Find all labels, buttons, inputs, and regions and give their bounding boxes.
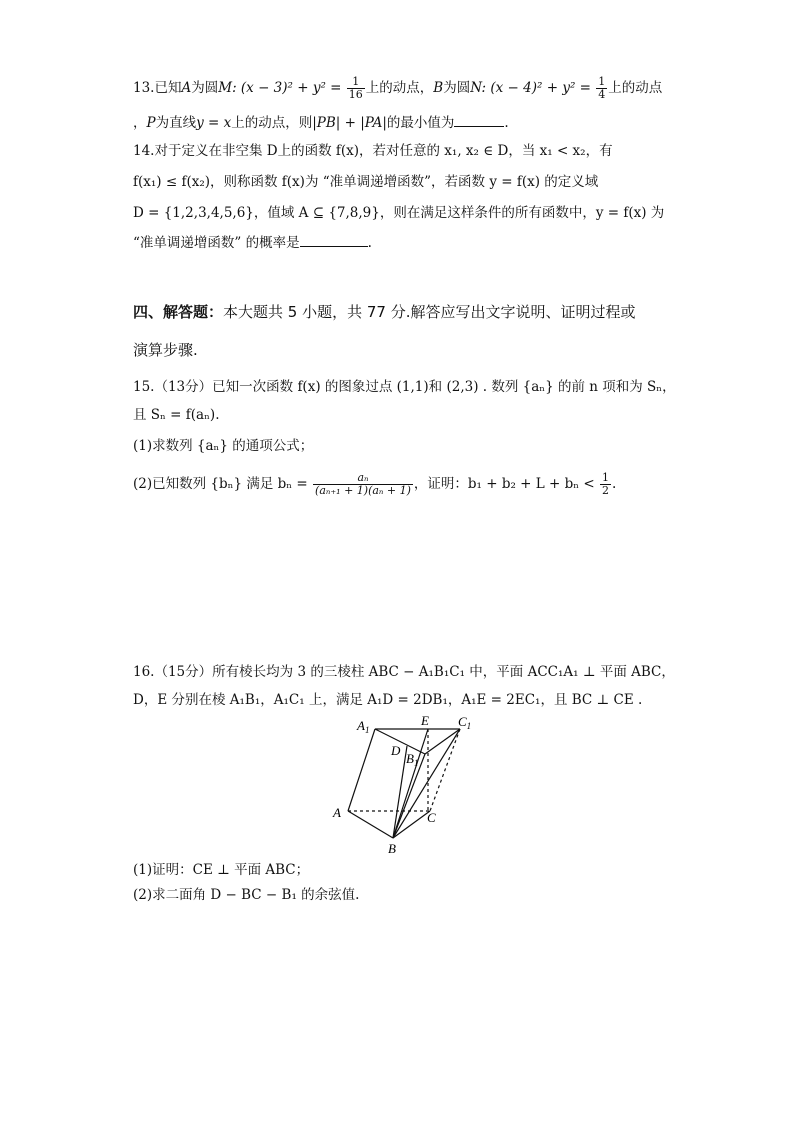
q15-part1: (1)求数列 {aₙ} 的通项公式；	[133, 438, 314, 454]
fraction-1-16: $\frac{1}{16}$	[348, 75, 363, 101]
label-C: C	[427, 810, 436, 825]
label-A: A	[333, 805, 341, 820]
q16-line1: 16.（15分）所有棱长均为 3 的三棱柱 ABC − A₁B₁C₁ 中，平面 ACC₁A₁ ⊥ 平面 ABC，	[133, 664, 675, 680]
label-D: D	[391, 743, 401, 758]
q14-line1: 14.对于定义在非空集 D上的函数 f(x)，若对任意的 x₁, x₂ ∈ D，当 x₁ < x₂，有	[133, 143, 613, 159]
fraction-1-2: $\frac{1}{2}$	[602, 471, 610, 497]
q13-line2: ，P为直线y = x上的动点，则|PB| + |PA|的最小值为 .	[133, 115, 509, 131]
label-E: E	[421, 713, 429, 728]
fraction-1-4: $\frac{1}{4}$	[598, 75, 606, 101]
label-C1: $C_1$	[458, 714, 472, 731]
edge-B1C1	[425, 729, 460, 754]
q16-part1: (1)证明：CE ⊥ 平面 ABC；	[133, 862, 310, 878]
q14-line2: f(x₁) ≤ f(x₂)，则称函数 f(x)为 “准单调递增函数”，若函数 y = f(x) 的定义域	[133, 174, 599, 190]
edge-B1B	[393, 754, 425, 838]
q16-line2: D，E 分别在棱 A₁B₁，A₁C₁ 上，满足 A₁D = 2DB₁，A₁E = 2EC₁，且 BC ⊥ CE .	[133, 692, 643, 708]
fraction-bn: $\frac{\text{aₙ}}{\text{(aₙ₊₁ + 1)(aₙ + 1)}}$	[315, 471, 411, 497]
q15-line2: 且 Sₙ = f(aₙ).	[133, 407, 220, 423]
section-heading-cont: 演算步骤.	[133, 341, 198, 359]
q15-part2: (2)已知数列 {bₙ} 满足 bₙ = $\frac{\text{aₙ}}{\text{(aₙ₊₁ + 1)(aₙ + 1)}}$ ，证明：b₁ + b₂ + L + bₙ < $\frac{1}{2}$ .	[133, 471, 617, 497]
q13-line1: 13.已知A为圆M: (x − 3)² + y² = $\frac{1}{16}$ 上的动点，B为圆N: (x − 4)² + y² = $\frac{1}{4}$ 上的动点	[133, 75, 663, 101]
q14-line4: “准单调递增函数” 的概率是 .	[133, 235, 372, 251]
edge-DB	[393, 746, 407, 838]
section-heading: 四、解答题：本大题共 5 小题，共 77 分.解答应写出文字说明、证明过程或	[133, 303, 636, 321]
q14-line3: D = {1,2,3,4,5,6}，值域 A ⊆ {7,8,9}，则在满足这样条件的所有函数中，y = f(x) 为	[133, 205, 665, 221]
q13-number: 13.	[133, 80, 155, 96]
label-A1: $A_1$	[357, 718, 370, 735]
label-B: B	[388, 841, 396, 856]
label-B1: $B_1$	[406, 751, 419, 768]
q15-line1: 15.（13分）已知一次函数 f(x) 的图象过点 (1,1)和 (2,3) . 数列 {aₙ} 的前 n 项和为 Sₙ，	[133, 379, 676, 395]
edge-AB	[348, 811, 393, 838]
q16-part2: (2)求二面角 D − BC − B₁ 的余弦值.	[133, 887, 360, 903]
edge-A1A	[348, 729, 375, 811]
